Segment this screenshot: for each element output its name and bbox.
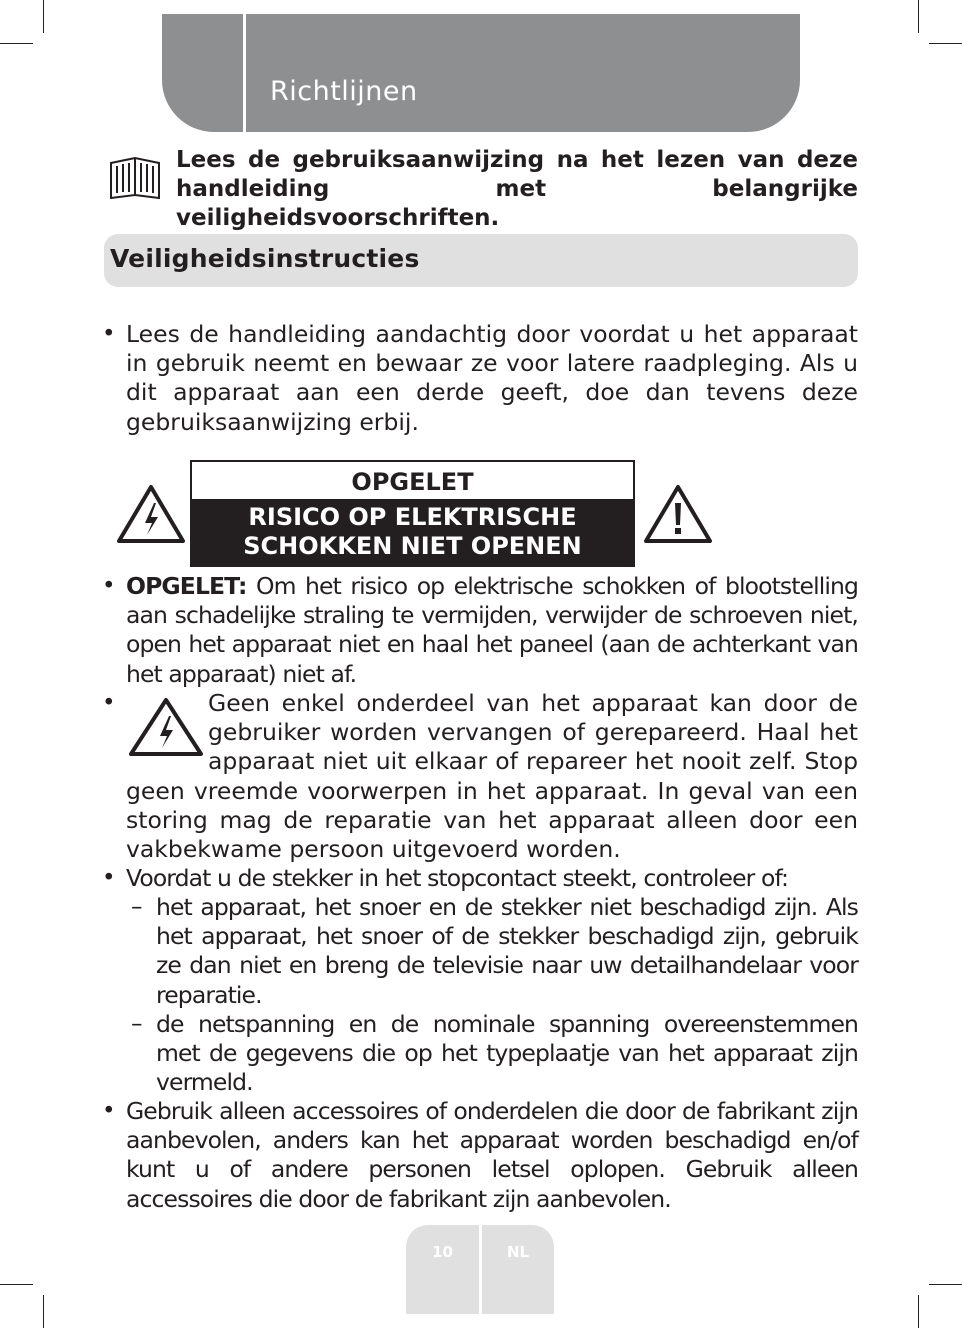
plug-check-2: de netspanning en de nominale spanning overeenstemmen met de gegevens die op het typeplaatje van het apparaat zijn vermeld. — [156, 1010, 858, 1097]
plug-intro: Voordat u de stekker in het stopcontact steekt, controleer of: — [126, 864, 789, 892]
header-divider — [243, 14, 246, 132]
crop-mark — [918, 0, 919, 33]
crop-mark — [929, 1284, 962, 1285]
bullet-marker: • — [102, 573, 116, 599]
electric-shock-warning-icon — [128, 697, 204, 757]
bullet-marker: • — [102, 690, 116, 716]
caution-prefix: OPGELET: — [126, 572, 247, 600]
plug-check-1: het apparaat, het snoer en de stekker niet beschadigd zijn. Als het apparaat, het snoer of de stekker beschadigd zijn, gebruik ze dan niet en breng de televisie naar uw detailhandelaar voor reparatie. — [156, 893, 858, 1009]
bullet-marker: • — [102, 865, 116, 891]
bullet-marker: • — [102, 1098, 116, 1124]
dash-marker: – — [131, 894, 143, 920]
caution-paragraph — [126, 572, 858, 689]
page-number: 10 — [432, 1243, 453, 1261]
accessories-paragraph: Gebruik alleen accessoires of onderdelen die door de fabrikant zijn aanbevolen, anders kan het apparaat worden beschadigd en/of kunt u of andere personen letsel oplopen. Gebruik alleen accessoires die door de fabrikant zijn aanbevolen. — [126, 1097, 858, 1213]
chapter-header-tab — [162, 14, 800, 132]
page-footer-tab — [406, 1225, 554, 1314]
crop-mark — [918, 1295, 919, 1328]
manual-notice: Lees de gebruiksaanwijzing na het lezen van deze handleiding met belangrijke veiligheidsvoorschriften. — [176, 147, 858, 231]
bullet-marker: • — [102, 321, 116, 347]
footer-divider — [479, 1225, 482, 1314]
caution-warning-band — [192, 499, 633, 565]
caution-label — [190, 460, 635, 567]
crop-mark — [0, 43, 33, 44]
crop-mark — [43, 1295, 44, 1328]
language-code: NL — [506, 1243, 530, 1261]
caution-line-2: SCHOKKEN NIET OPENEN — [243, 532, 582, 560]
chapter-title: Richtlijnen — [270, 76, 418, 107]
service-paragraph — [126, 689, 858, 864]
caution-heading: OPGELET — [351, 468, 474, 496]
section-band — [104, 234, 858, 287]
caution-line-1: RISICO OP ELEKTRISCHE — [248, 503, 577, 531]
crop-mark — [43, 0, 44, 33]
section-title: Veiligheidsinstructies — [110, 244, 420, 273]
intro-paragraph: Lees de handleiding aandachtig door voordat u het apparaat in gebruik neemt en bewaar ze voor latere raadpleging. Als u dit apparaat aan een derde geeft, doe dan tevens deze gebruiksaanwijzing erbij. — [126, 320, 858, 436]
crop-mark — [929, 43, 962, 44]
open-book-icon — [108, 155, 162, 201]
electric-shock-warning-icon — [116, 483, 186, 545]
exclamation-warning-icon — [643, 483, 713, 545]
service-text: Geen enkel onderdeel van het apparaat kan door de gebruiker worden vervangen of gerepareerd. Haal het apparaat niet uit elkaar of repareer het nooit zelf. Stop geen vreemde voorwerpen in het apparaat. In geval van een storing mag de reparatie van het apparaat alleen door een vakbekwame persoon uitgevoerd worden. — [126, 689, 858, 864]
crop-mark — [0, 1284, 33, 1285]
caution-text: Om het risico op elektrische schokken of blootstelling aan schadelijke straling te vermijden, verwijder de schroeven niet, open het apparaat niet en haal het paneel (aan de achterkant van het apparaat) niet af. — [126, 572, 858, 688]
dash-marker: – — [131, 1011, 143, 1037]
